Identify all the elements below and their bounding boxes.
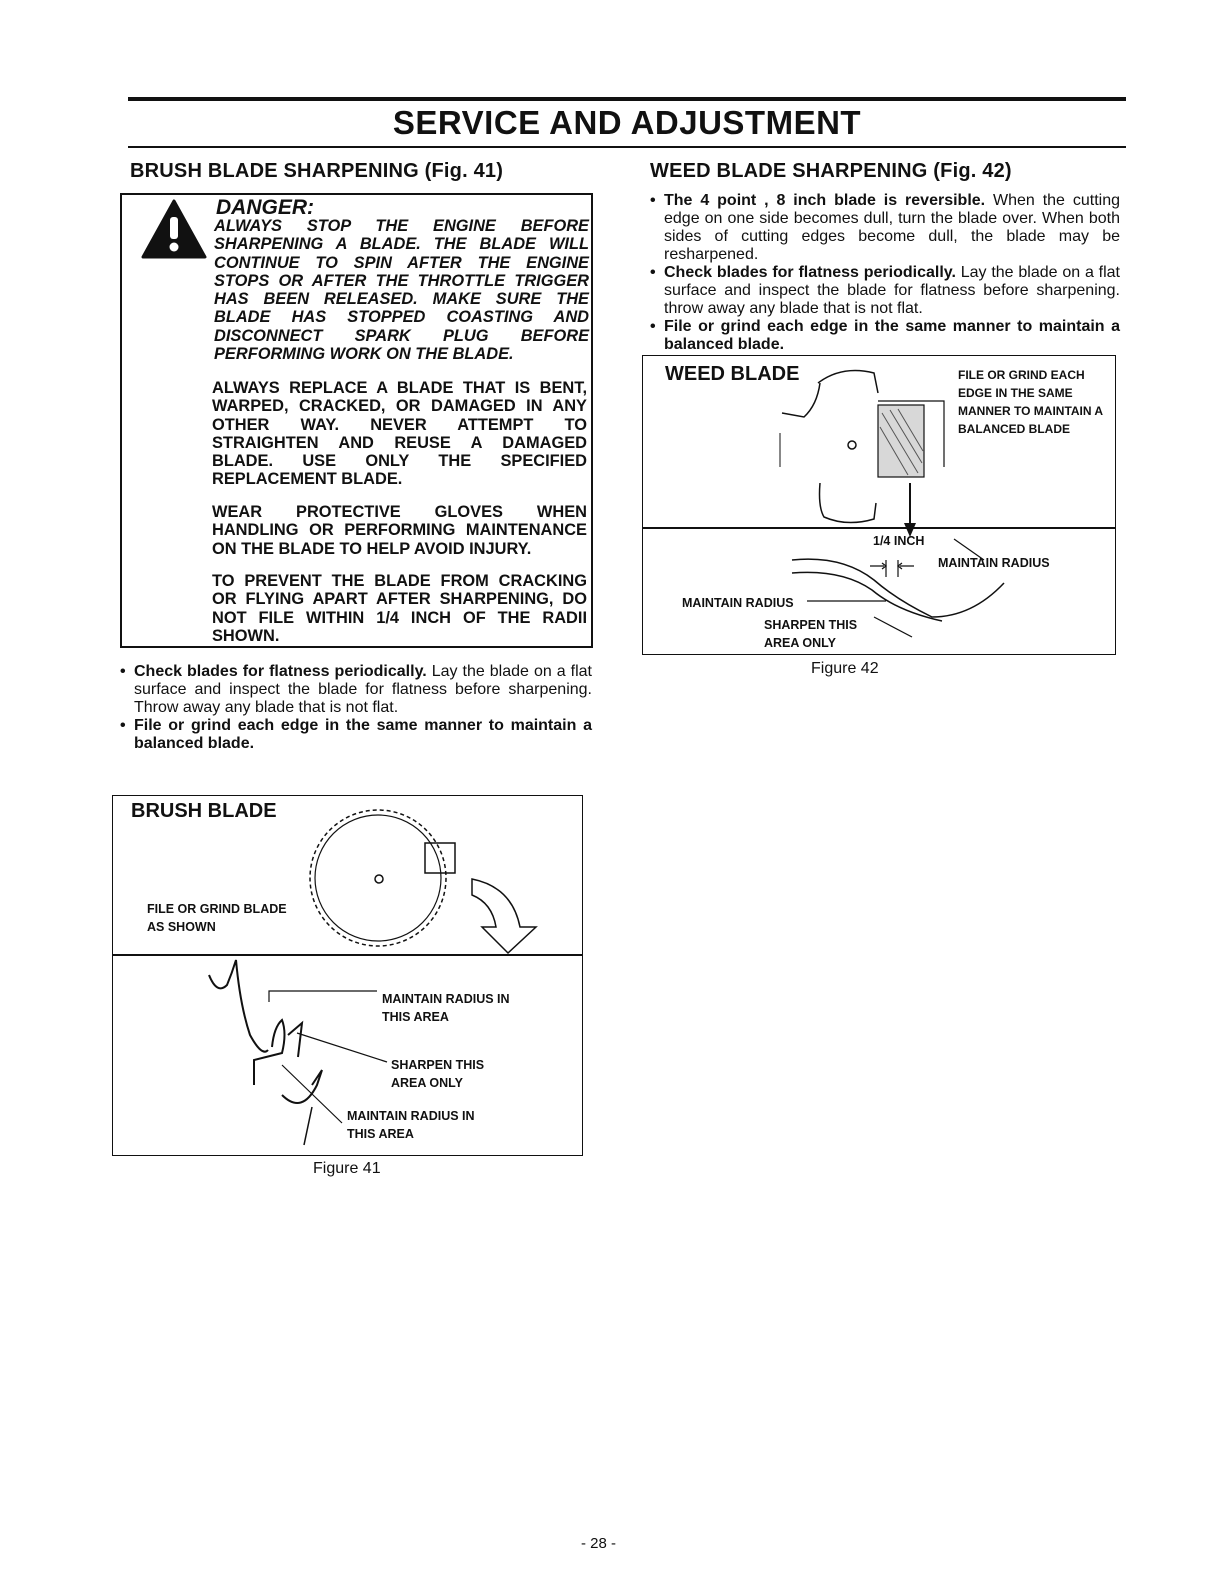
brush-radius-label-top: MAINTAIN RADIUS IN THIS AREA — [382, 992, 510, 1024]
list-item: • The 4 point , 8 inch blade is reversible. When the cutting edge on one side becomes dull, turn the blade over. When both sides of cutting edges become dull, the blade may be resharpened. — [648, 192, 1120, 264]
brush-blade-drawing — [112, 795, 583, 1156]
weed-figure-title: WEED BLADE — [665, 363, 800, 385]
danger-title: DANGER: — [216, 196, 314, 219]
weed-bullet-list — [648, 192, 1120, 354]
brush-figure-title: BRUSH BLADE — [131, 800, 277, 822]
page-number: - 28 - — [581, 1535, 617, 1552]
weed-radius-label-left: MAINTAIN RADIUS — [682, 596, 794, 610]
brush-heading: BRUSH BLADE SHARPENING (Fig. 41) — [130, 160, 504, 182]
danger-text: ALWAYS STOP THE ENGINE BEFORE SHARPENING A BLADE. THE BLADE WILL CONTINUE TO SPIN AFTER THE ENGINE STOPS OR AFTER THE THROTTLE TRIGGER HAS BEEN RELEASED. MAKE SURE THE BLADE HAS STOPPED COASTING AND DISCONNECT SPARK PLUG BEFORE PERFORMING WORK ON THE BLADE. — [214, 217, 589, 364]
weed-sharpen-label: SHARPEN THIS AREA ONLY — [764, 618, 858, 650]
list-item: • File or grind each edge in the same manner to maintain a balanced blade. — [118, 717, 592, 753]
warning-icon — [141, 199, 207, 259]
header-rule-bottom — [128, 146, 1126, 148]
weed-radius-label-right: MAINTAIN RADIUS — [938, 556, 1050, 570]
figure-42-caption: Figure 42 — [811, 660, 879, 677]
figure-41-caption: Figure 41 — [313, 1160, 381, 1177]
gloves-paragraph: WEAR PROTECTIVE GLOVES WHEN HANDLING OR PERFORMING MAINTENANCE ON THE BLADE TO HELP AVOID INJURY. — [212, 503, 587, 558]
weed-heading: WEED BLADE SHARPENING (Fig. 42) — [650, 160, 1012, 182]
prevent-cracking-paragraph: TO PREVENT THE BLADE FROM CRACKING OR FLYING APART AFTER SHARPENING, DO NOT FILE WITHIN 1/4 INCH OF THE RADII SHOWN. — [212, 572, 587, 645]
list-item: • Check blades for flatness periodically. Lay the blade on a flat surface and inspect the blade for flatness before sharpening. throw away any blade that is not flat. — [648, 264, 1120, 318]
brush-sharpen-label: SHARPEN THIS AREA ONLY — [391, 1058, 485, 1090]
quarter-inch-label: 1/4 INCH — [873, 534, 925, 548]
brush-file-label: FILE OR GRIND BLADE AS SHOWN — [147, 902, 287, 934]
brush-radius-label-bottom: MAINTAIN RADIUS IN THIS AREA — [347, 1109, 475, 1141]
list-item: • Check blades for flatness periodically. Lay the blade on a flat surface and inspect the blade for flatness before sharpening. Throw away any blade that is not flat. — [118, 663, 592, 717]
list-item: • File or grind each edge in the same manner to maintain a balanced blade. — [648, 318, 1120, 354]
header-rule-top — [128, 97, 1126, 101]
brush-bullet-list — [118, 663, 592, 753]
replace-blade-paragraph: ALWAYS REPLACE A BLADE THAT IS BENT, WARPED, CRACKED, OR DAMAGED IN ANY OTHER WAY. NEVER ATTEMPT TO STRAIGHTEN AND REUSE A DAMAGED BLADE. USE ONLY THE SPECIFIED REPLACEMENT BLADE. — [212, 379, 587, 489]
page-title: SERVICE AND ADJUSTMENT — [392, 104, 862, 141]
weed-file-label: FILE OR GRIND EACH EDGE IN THE SAME MANNER TO MAINTAIN A BALANCED BLADE — [958, 368, 1103, 436]
